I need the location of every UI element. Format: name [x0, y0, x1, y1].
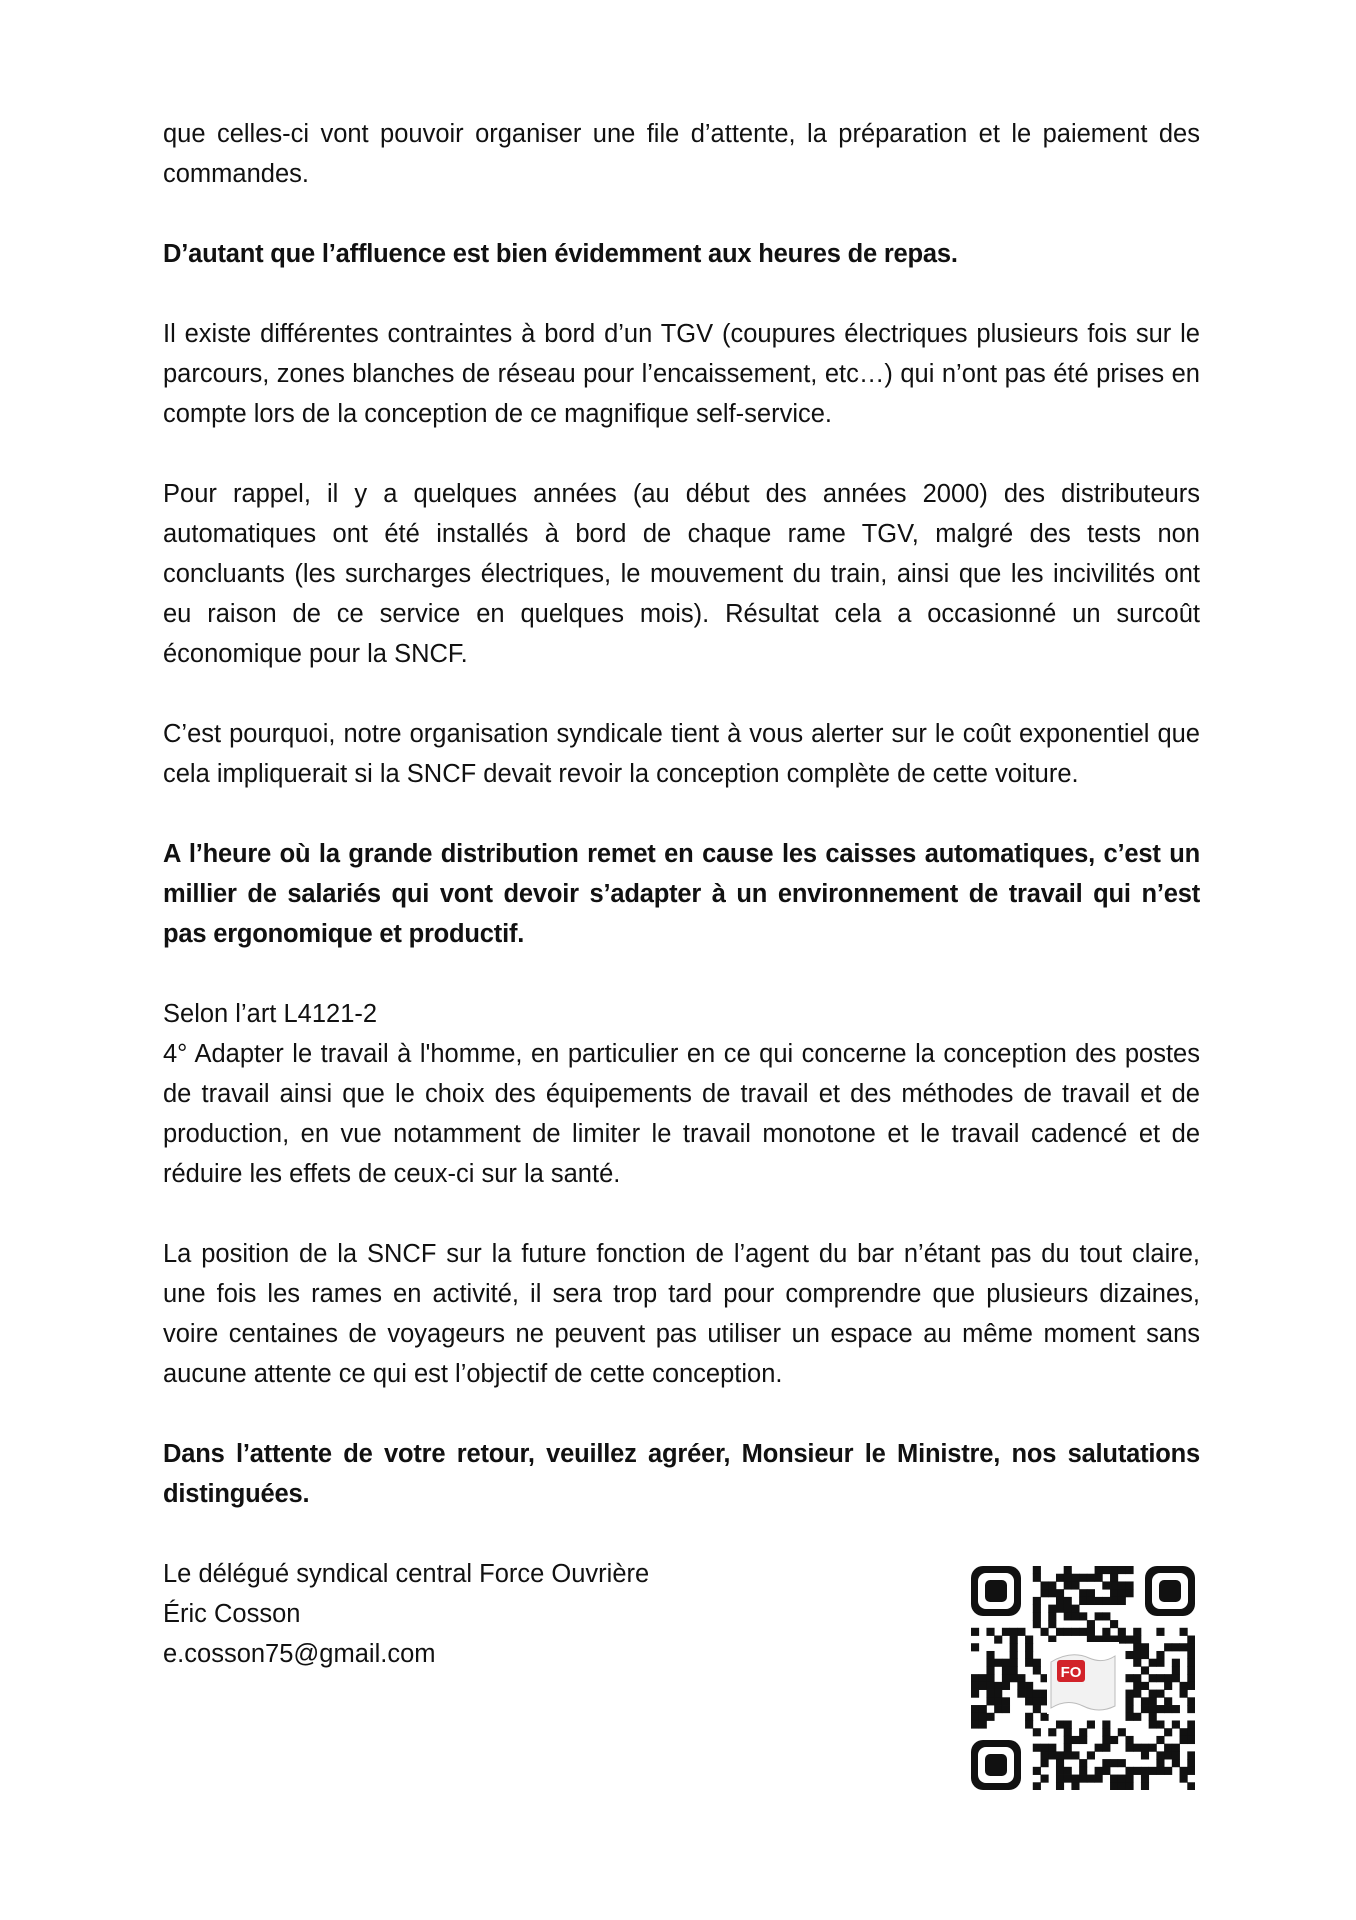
law-reference: Selon l’art L4121-2	[163, 1000, 378, 1028]
qr-module	[1064, 1736, 1072, 1744]
qr-module	[1056, 1628, 1064, 1636]
qr-module	[1056, 1775, 1064, 1783]
qr-module	[1048, 1581, 1056, 1589]
qr-module	[1141, 1682, 1149, 1690]
qr-module	[1025, 1690, 1033, 1698]
qr-module	[1149, 1744, 1157, 1752]
qr-module	[1071, 1605, 1079, 1613]
qr-module	[1033, 1705, 1041, 1713]
qr-module	[1118, 1589, 1126, 1597]
qr-module	[979, 1705, 987, 1713]
qr-module	[1141, 1782, 1149, 1790]
qr-module	[1033, 1767, 1041, 1775]
qr-module	[1087, 1751, 1095, 1759]
qr-module	[1048, 1605, 1056, 1613]
qr-module	[1125, 1705, 1133, 1713]
qr-module	[1041, 1744, 1049, 1752]
qr-module	[1102, 1744, 1110, 1752]
qr-module	[1087, 1720, 1095, 1728]
qr-module	[1041, 1759, 1049, 1767]
qr-module	[994, 1705, 1002, 1713]
qr-module	[971, 1674, 979, 1682]
qr-module	[1095, 1744, 1103, 1752]
qr-module	[1156, 1767, 1164, 1775]
qr-module	[1056, 1720, 1064, 1728]
paragraph-6-bold: A l’heure où la grande distribution remet en cause les caisses automatiques, c’est un millier de salariés qui vont devoir s’adapter à un environnement de travail qui n’est pas ergonomique et productif.	[163, 840, 1200, 948]
qr-module	[1133, 1643, 1141, 1651]
qr-module	[1102, 1597, 1110, 1605]
qr-module	[1156, 1720, 1164, 1728]
qr-module	[1048, 1744, 1056, 1752]
qr-module	[1156, 1674, 1164, 1682]
qr-module	[1017, 1682, 1025, 1690]
finder-pattern-top-left	[971, 1566, 1021, 1616]
qr-module	[1056, 1605, 1064, 1613]
qr-module	[1102, 1728, 1110, 1736]
qr-module	[1025, 1713, 1033, 1721]
qr-code-graphic	[971, 1566, 1195, 1790]
qr-module	[1118, 1782, 1126, 1790]
qr-module	[1079, 1759, 1087, 1767]
qr-module	[1110, 1581, 1118, 1589]
qr-module	[1002, 1659, 1010, 1667]
qr-module	[1110, 1782, 1118, 1790]
qr-module	[1125, 1736, 1133, 1744]
qr-module	[1017, 1690, 1025, 1698]
law-text: 4° Adapter le travail à l'homme, en particulier en ce qui concerne la conception des postes de travail ainsi que le choix des équipements de travail et des méthodes de travail et de production, en vue notamment de limiter le travail monotone et le travail cadencé et de réduire les effets de ceux-ci sur la santé.	[163, 1040, 1200, 1188]
qr-module	[1071, 1628, 1079, 1636]
qr-module	[1125, 1651, 1133, 1659]
qr-module	[1064, 1751, 1072, 1759]
qr-module	[1149, 1767, 1157, 1775]
qr-module	[1164, 1705, 1172, 1713]
qr-module	[1002, 1666, 1010, 1674]
qr-module	[1033, 1612, 1041, 1620]
qr-module	[979, 1674, 987, 1682]
qr-module	[1180, 1643, 1188, 1651]
signature-role: Le délégué syndical central Force Ouvrière	[163, 1560, 650, 1588]
fo-logo-icon	[1047, 1642, 1119, 1714]
qr-module	[971, 1705, 979, 1713]
qr-module	[1056, 1751, 1064, 1759]
qr-module	[1149, 1713, 1157, 1721]
qr-module	[979, 1713, 987, 1721]
qr-module	[1187, 1736, 1195, 1744]
qr-module	[1033, 1620, 1041, 1628]
qr-module	[1164, 1728, 1172, 1736]
letter-body	[163, 114, 1200, 1714]
qr-module	[1164, 1682, 1172, 1690]
qr-module	[1187, 1782, 1195, 1790]
qr-module	[1118, 1581, 1126, 1589]
qr-module	[1064, 1574, 1072, 1582]
qr-module	[1056, 1767, 1064, 1775]
qr-module	[1079, 1589, 1087, 1597]
qr-module	[1110, 1589, 1118, 1597]
qr-module	[1164, 1744, 1172, 1752]
qr-module	[1002, 1674, 1010, 1682]
qr-module	[1025, 1636, 1033, 1644]
qr-module	[1172, 1705, 1180, 1713]
qr-module	[1187, 1697, 1195, 1705]
qr-module	[1056, 1574, 1064, 1582]
paragraph-3: Il existe différentes contraintes à bord d’un TGV (coupures électriques plusieurs fois sur le parcours, zones blanches de réseau pour l’encaissement, etc…) qui n’ont pas été prises en compte lors de la conception de ce magnifique self-service.	[163, 320, 1200, 428]
qr-module	[1141, 1697, 1149, 1705]
qr-module	[971, 1690, 979, 1698]
qr-module	[994, 1697, 1002, 1705]
qr-module	[1110, 1736, 1118, 1744]
qr-module	[1010, 1674, 1018, 1682]
qr-module	[1141, 1744, 1149, 1752]
qr-module	[1187, 1751, 1195, 1759]
qr-module	[1118, 1566, 1126, 1574]
qr-module	[1071, 1751, 1079, 1759]
qr-module	[979, 1720, 987, 1728]
qr-module	[1033, 1659, 1041, 1667]
qr-module	[971, 1643, 979, 1651]
qr-module	[1033, 1782, 1041, 1790]
qr-module	[1095, 1767, 1103, 1775]
qr-module	[1133, 1636, 1141, 1644]
qr-module	[1125, 1744, 1133, 1752]
qr-module	[1125, 1690, 1133, 1698]
qr-module	[994, 1636, 1002, 1644]
qr-module	[1133, 1767, 1141, 1775]
qr-module	[1125, 1581, 1133, 1589]
qr-module	[994, 1682, 1002, 1690]
qr-module	[1141, 1775, 1149, 1783]
qr-module	[1133, 1682, 1141, 1690]
paragraph-1: que celles-ci vont pouvoir organiser une file d’attente, la préparation et le paiement des commandes.	[163, 120, 1200, 188]
qr-module	[1187, 1651, 1195, 1659]
qr-module	[1079, 1574, 1087, 1582]
qr-code[interactable]	[971, 1566, 1195, 1790]
qr-module	[1172, 1666, 1180, 1674]
qr-module	[1033, 1597, 1041, 1605]
qr-module	[1125, 1589, 1133, 1597]
qr-module	[1033, 1566, 1041, 1574]
qr-module	[1172, 1659, 1180, 1667]
qr-module	[1172, 1674, 1180, 1682]
paragraph-9-closing: Dans l’attente de votre retour, veuillez agréer, Monsieur le Ministre, nos salutations distinguées.	[163, 1440, 1200, 1508]
qr-module	[1087, 1574, 1095, 1582]
finder-pattern-bottom-left	[971, 1740, 1021, 1790]
qr-module	[1102, 1736, 1110, 1744]
qr-module	[1149, 1705, 1157, 1713]
qr-module	[1087, 1597, 1095, 1605]
qr-module	[1125, 1713, 1133, 1721]
qr-module	[1149, 1674, 1157, 1682]
signature-email[interactable]: e.cosson75@gmail.com	[163, 1640, 436, 1668]
qr-module	[1064, 1775, 1072, 1783]
qr-module	[1125, 1767, 1133, 1775]
qr-module	[1064, 1612, 1072, 1620]
qr-module	[1102, 1566, 1110, 1574]
qr-module	[1025, 1682, 1033, 1690]
qr-module	[1125, 1775, 1133, 1783]
qr-module	[1141, 1643, 1149, 1651]
qr-module	[1141, 1651, 1149, 1659]
qr-module	[1079, 1628, 1087, 1636]
qr-module	[1071, 1581, 1079, 1589]
qr-module	[1102, 1612, 1110, 1620]
qr-module	[1187, 1767, 1195, 1775]
qr-module	[1010, 1643, 1018, 1651]
qr-module	[1118, 1597, 1126, 1605]
qr-module	[1180, 1682, 1188, 1690]
qr-module	[1025, 1697, 1033, 1705]
qr-module	[1041, 1775, 1049, 1783]
qr-module	[1033, 1728, 1041, 1736]
qr-module	[1071, 1782, 1079, 1790]
qr-module	[986, 1659, 994, 1667]
qr-module	[1164, 1767, 1172, 1775]
qr-module	[1041, 1628, 1049, 1636]
qr-module	[1180, 1767, 1188, 1775]
qr-module	[1056, 1782, 1064, 1790]
qr-module	[1156, 1690, 1164, 1698]
qr-module	[1149, 1690, 1157, 1698]
qr-module	[1002, 1628, 1010, 1636]
qr-module	[1156, 1751, 1164, 1759]
qr-module	[994, 1659, 1002, 1667]
qr-module	[1079, 1736, 1087, 1744]
qr-module	[1187, 1728, 1195, 1736]
qr-module	[1187, 1720, 1195, 1728]
qr-module	[1187, 1643, 1195, 1651]
qr-module	[1133, 1744, 1141, 1752]
qr-module	[1149, 1720, 1157, 1728]
qr-module	[1087, 1775, 1095, 1783]
qr-module	[1141, 1767, 1149, 1775]
qr-module	[1095, 1612, 1103, 1620]
paragraph-2-bold: D’autant que l’affluence est bien évidemment aux heures de repas.	[163, 240, 958, 268]
finder-pattern-top-right	[1145, 1566, 1195, 1616]
qr-module	[1025, 1651, 1033, 1659]
qr-module	[1079, 1767, 1087, 1775]
qr-module	[1025, 1643, 1033, 1651]
qr-module	[1172, 1643, 1180, 1651]
qr-module	[1125, 1674, 1133, 1682]
qr-module	[1010, 1636, 1018, 1644]
qr-module	[1095, 1566, 1103, 1574]
qr-module	[1087, 1589, 1095, 1597]
qr-module	[986, 1697, 994, 1705]
qr-module	[986, 1666, 994, 1674]
qr-module	[1156, 1628, 1164, 1636]
qr-module	[1048, 1620, 1056, 1628]
qr-module	[1079, 1612, 1087, 1620]
qr-module	[1064, 1597, 1072, 1605]
qr-module	[1172, 1759, 1180, 1767]
qr-module	[1180, 1736, 1188, 1744]
qr-module	[1064, 1566, 1072, 1574]
qr-module	[1033, 1605, 1041, 1613]
qr-module	[1141, 1666, 1149, 1674]
qr-module	[1118, 1728, 1126, 1736]
qr-module	[986, 1682, 994, 1690]
qr-module	[1033, 1666, 1041, 1674]
qr-module	[1133, 1651, 1141, 1659]
qr-module	[1149, 1697, 1157, 1705]
paragraph-4: Pour rappel, il y a quelques années (au début des années 2000) des distributeurs automatiques ont été installés à bord de chaque rame TGV, malgré des tests non concluants (les surcharges électriques, le mouvement du train, ainsi que les incivilités ont eu raison de ce service en quelques mois). Résultat cela a occasionné un surcoût économique pour la SNCF.	[163, 480, 1200, 668]
qr-module	[1095, 1574, 1103, 1582]
qr-module	[1125, 1566, 1133, 1574]
qr-module	[1010, 1628, 1018, 1636]
qr-module	[979, 1682, 987, 1690]
qr-module	[1156, 1651, 1164, 1659]
qr-module	[1041, 1751, 1049, 1759]
qr-module	[1180, 1628, 1188, 1636]
qr-module	[1064, 1720, 1072, 1728]
qr-module	[1056, 1597, 1064, 1605]
qr-module	[1064, 1728, 1072, 1736]
qr-module	[971, 1682, 979, 1690]
qr-module	[1064, 1581, 1072, 1589]
qr-module	[1110, 1620, 1118, 1628]
qr-module	[1156, 1705, 1164, 1713]
qr-module	[1079, 1597, 1087, 1605]
qr-module	[1110, 1775, 1118, 1783]
qr-module	[1048, 1751, 1056, 1759]
qr-module	[1180, 1775, 1188, 1783]
qr-module	[986, 1690, 994, 1698]
qr-module	[1033, 1574, 1041, 1582]
qr-module	[1156, 1659, 1164, 1667]
qr-module	[986, 1713, 994, 1721]
qr-module	[1010, 1651, 1018, 1659]
qr-module	[1087, 1620, 1095, 1628]
qr-module	[1118, 1628, 1126, 1636]
qr-module	[1102, 1767, 1110, 1775]
qr-module	[1118, 1775, 1126, 1783]
qr-module	[1110, 1574, 1118, 1582]
qr-module	[1133, 1713, 1141, 1721]
qr-module	[971, 1713, 979, 1721]
qr-module	[1133, 1659, 1141, 1667]
qr-module	[1064, 1744, 1072, 1752]
qr-module	[1164, 1643, 1172, 1651]
qr-module	[1118, 1759, 1126, 1767]
qr-module	[1110, 1597, 1118, 1605]
qr-module	[1064, 1605, 1072, 1613]
qr-module	[1025, 1720, 1033, 1728]
qr-module	[1064, 1767, 1072, 1775]
qr-module	[986, 1651, 994, 1659]
qr-module	[1187, 1636, 1195, 1644]
signature-name: Éric Cosson	[163, 1600, 301, 1628]
qr-module	[1180, 1690, 1188, 1698]
qr-module	[1002, 1705, 1010, 1713]
qr-module	[1033, 1690, 1041, 1698]
qr-module	[1064, 1628, 1072, 1636]
paragraph-7-law	[163, 994, 1200, 1194]
qr-module	[1110, 1566, 1118, 1574]
qr-module	[1071, 1574, 1079, 1582]
qr-module	[1187, 1705, 1195, 1713]
qr-module	[1087, 1628, 1095, 1636]
qr-module	[1141, 1705, 1149, 1713]
qr-module	[1079, 1775, 1087, 1783]
qr-module	[1172, 1744, 1180, 1752]
qr-module	[1133, 1690, 1141, 1698]
qr-module	[986, 1674, 994, 1682]
qr-module	[1187, 1674, 1195, 1682]
qr-module	[1002, 1697, 1010, 1705]
qr-module	[1102, 1720, 1110, 1728]
qr-module	[1149, 1659, 1157, 1667]
qr-module	[1156, 1736, 1164, 1744]
qr-module	[1010, 1659, 1018, 1667]
qr-module	[986, 1628, 994, 1636]
qr-module	[1156, 1759, 1164, 1767]
qr-module	[1172, 1751, 1180, 1759]
qr-module	[1079, 1728, 1087, 1736]
qr-module	[1095, 1775, 1103, 1783]
qr-module	[1010, 1666, 1018, 1674]
qr-module	[1048, 1728, 1056, 1736]
qr-module	[1133, 1674, 1141, 1682]
qr-module	[1002, 1682, 1010, 1690]
qr-module	[971, 1720, 979, 1728]
qr-module	[1048, 1589, 1056, 1597]
qr-module	[1102, 1581, 1110, 1589]
qr-module	[971, 1628, 979, 1636]
qr-module	[1048, 1612, 1056, 1620]
qr-module	[1125, 1636, 1133, 1644]
qr-module	[1017, 1628, 1025, 1636]
qr-module	[1110, 1759, 1118, 1767]
qr-module	[1041, 1581, 1049, 1589]
qr-module	[1102, 1759, 1110, 1767]
qr-module	[1133, 1628, 1141, 1636]
qr-module	[1141, 1751, 1149, 1759]
qr-module	[1095, 1597, 1103, 1605]
qr-module	[1041, 1589, 1049, 1597]
paragraph-5: C’est pourquoi, notre organisation syndicale tient à vous alerter sur le coût exponentiel que cela impliquerait si la SNCF devait revoir la conception complète de cette voiture.	[163, 720, 1200, 788]
qr-module	[994, 1690, 1002, 1698]
paragraph-8: La position de la SNCF sur la future fonction de l’agent du bar n’étant pas du tout claire, une fois les rames en activité, il sera trop tard pour comprendre que plusieurs dizaines, voire centaines de voyageurs ne peuvent pas utiliser un espace au même moment sans aucune attente ce qui est l’objectif de cette conception.	[163, 1240, 1200, 1388]
qr-module	[1056, 1759, 1064, 1767]
qr-module	[1017, 1674, 1025, 1682]
qr-module	[1071, 1736, 1079, 1744]
qr-module	[1033, 1744, 1041, 1752]
qr-module	[1025, 1659, 1033, 1667]
qr-module	[1164, 1674, 1172, 1682]
qr-module	[1102, 1628, 1110, 1636]
qr-module	[1187, 1759, 1195, 1767]
qr-module	[1187, 1659, 1195, 1667]
fo-logo-text: FO	[1060, 1664, 1082, 1681]
qr-module	[1071, 1612, 1079, 1620]
qr-module	[1071, 1775, 1079, 1783]
qr-module	[1125, 1697, 1133, 1705]
qr-module	[1172, 1720, 1180, 1728]
qr-module	[1056, 1589, 1064, 1597]
qr-module	[1187, 1682, 1195, 1690]
qr-module	[1125, 1782, 1133, 1790]
qr-module	[1164, 1697, 1172, 1705]
qr-module	[1180, 1728, 1188, 1736]
qr-module	[1164, 1751, 1172, 1759]
qr-module	[1033, 1697, 1041, 1705]
qr-module	[1187, 1666, 1195, 1674]
